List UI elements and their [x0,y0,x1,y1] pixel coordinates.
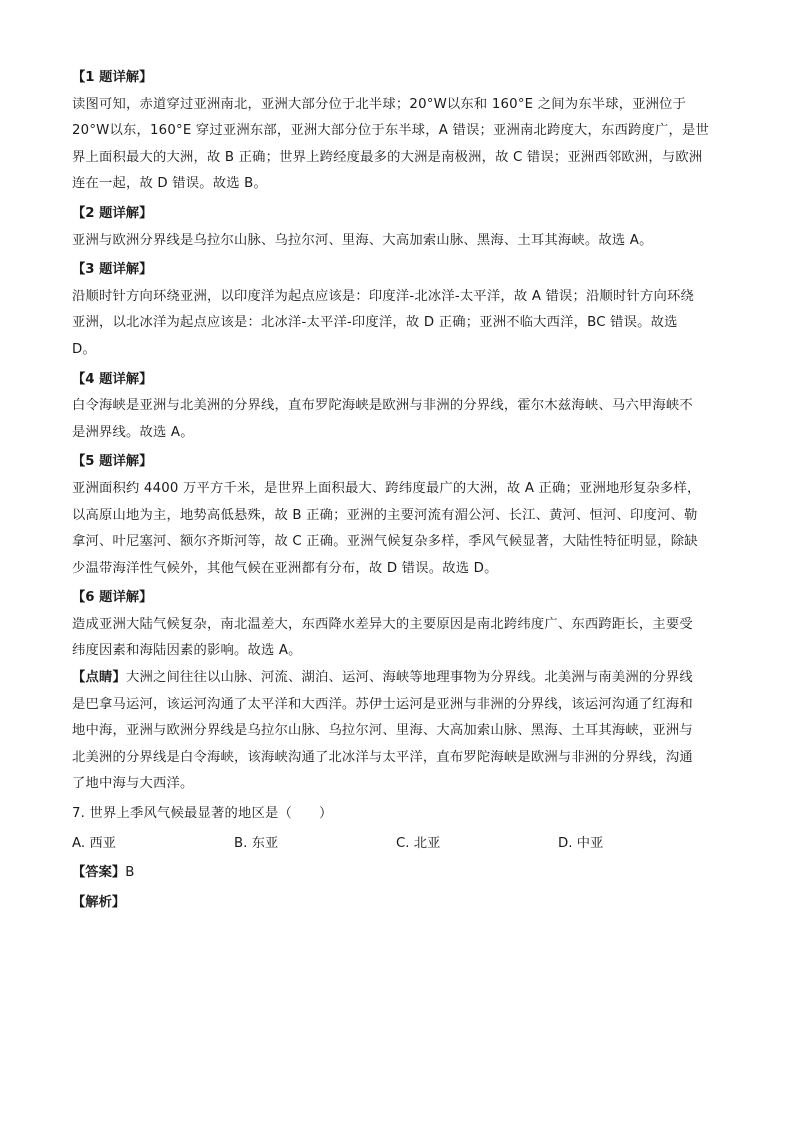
paragraph-line: 拿河、叶尼塞河、额尔齐斯河等，故 C 正确。亚洲气候复杂多样，季风气候显著，大陆性特征明显，除缺 [72,534,698,550]
paragraph-line: 是巴拿马运河，该运河沟通了太平洋和大西洋。苏伊士运河是亚洲与非洲的分界线，该运河沟通了红海和 [72,696,693,712]
paragraph-line: 沿顺时针方向环绕亚洲，以印度洋为起点应该是：印度洋-北冰洋-太平洋，故 A 错误；沿顺时针方向环绕 [72,288,695,304]
answer-value: B [125,865,135,881]
question-7 [72,801,724,916]
analysis-label: 【解析】 [72,894,126,910]
paragraph-line: 界上面积最大的大洲，故 B 正确；世界上跨经度最多的大洲是南极洲，故 C 错误；亚洲西邻欧洲，与欧洲 [72,149,703,165]
section-heading: 【1 题详解】 [72,70,153,85]
paragraph-line: 是洲界线。故选 A。 [72,424,194,440]
key-point-text: 大洲之间往往以山脉、河流、湖泊、运河、海峡等地理事物为分界线。北美洲与南美洲的分界线 [126,670,693,686]
section-heading: 【6 题详解】 [72,590,153,606]
key-point-section [72,665,724,798]
paragraph-line: 亚洲面积约 4400 万平方千米，是世界上面积最大、跨纬度最广的大洲，故 A 正确；亚洲地形复杂多样， [72,480,701,496]
section-2 [72,201,724,254]
section-1 [72,65,724,198]
paragraph-line: 亚洲与欧洲分界线是乌拉尔山脉、乌拉尔河、里海、大高加索山脉、黑海、土耳其海峡。故选 A。 [72,232,653,248]
key-point-label: 【点睛】 [72,670,126,686]
paragraph-line: 读图可知，赤道穿过亚洲南北，亚洲大部分位于北半球；20°W以东和 160°E 之间为东半球，亚洲位于 [72,96,687,112]
option-d: D. 中亚 [558,835,604,851]
section-heading: 【3 题详解】 [72,262,153,278]
answer-label: 【答案】 [72,865,126,881]
paragraph-line: 地中海，亚洲与欧洲分界线是乌拉尔山脉、乌拉尔河、里海、大高加索山脉、黑海、土耳其海峡，亚洲与 [72,723,693,739]
paragraph-line: 北美洲的分界线是白令海峡，该海峡沟通了北冰洋与太平洋，直布罗陀海峡是欧洲与非洲的分界线，沟通 [72,749,693,765]
paragraph-line: 20°W以东，160°E 穿过亚洲东部，亚洲大部分位于东半球，A 错误；亚洲南北跨度大，东西跨度广，是世 [72,123,709,139]
option-a: A. 西亚 [72,835,116,851]
question-stem: 7. 世界上季风气候最显著的地区是（ ） [72,806,333,822]
paragraph-line: 纬度因素和海陆因素的影响。故选 A。 [72,643,302,659]
section-heading: 【2 题详解】 [72,205,153,221]
paragraph-line: 以高原山地为主，地势高低悬殊，故 B 正确；亚洲的主要河流有湄公河、长江、黄河、恒河、印度河、勒 [72,507,698,523]
section-5 [72,449,724,582]
answer-line [72,860,724,887]
section-heading: 【5 题详解】 [72,454,153,470]
option-c: C. 北亚 [396,835,441,851]
paragraph-line: 了地中海与大西洋。 [72,776,194,792]
section-6 [72,585,724,665]
paragraph-line: 造成亚洲大陆气候复杂，南北温差大，东西降水差异大的主要原因是南北跨纬度广、东西跨距长，主要受 [72,616,693,632]
section-heading: 【4 题详解】 [72,371,153,387]
paragraph-line: 白令海峡是亚洲与北美洲的分界线，直布罗陀海峡是欧洲与非洲的分界线，霍尔木兹海峡、马六甲海峡不 [72,398,693,414]
paragraph-line: 连在一起，故 D 错误。故选 B。 [72,176,268,192]
paragraph-line: D。 [72,341,96,357]
document-page [72,62,724,916]
paragraph-line: 少温带海洋性气候外，其他气候在亚洲都有分布，故 D 错误。故选 D。 [72,560,498,576]
paragraph-line: 亚洲，以北冰洋为起点应该是：北冰洋-太平洋-印度洋，故 D 正确；亚洲不临大西洋，BC 错误。故选 [72,315,678,331]
section-3 [72,257,724,363]
answer-options [72,831,724,858]
option-b: B. 东亚 [234,835,279,851]
section-4 [72,367,724,447]
key-point-first-line [72,665,724,692]
